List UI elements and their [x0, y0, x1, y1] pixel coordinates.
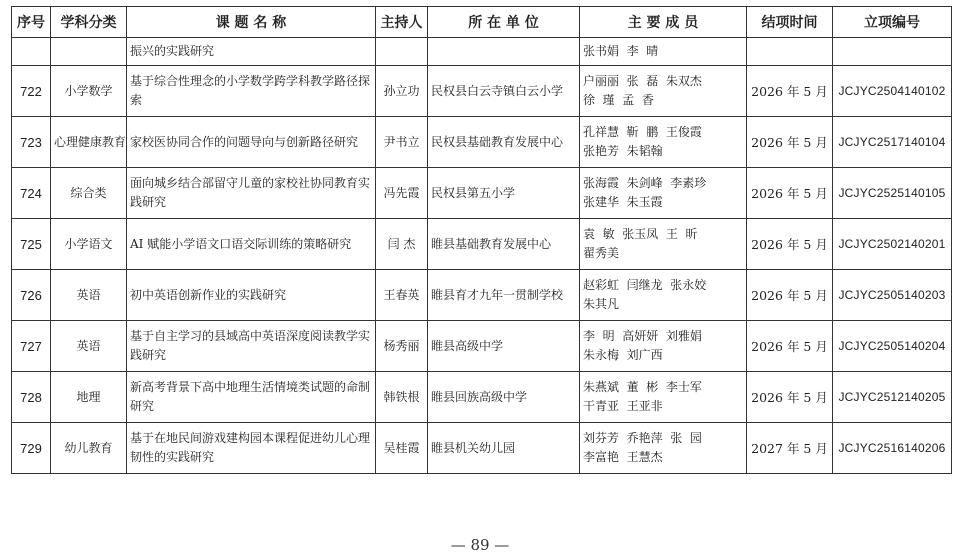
header-num: 序号 [12, 7, 51, 38]
cell-host: 孙立功 [376, 66, 428, 117]
cell-members: 孔祥慧 靳 鹏 王俊霞 张艳芳 朱韬翰 [580, 117, 747, 168]
cell-title: 基于综合性理念的小学数学跨学科教学路径探索 [127, 66, 376, 117]
cell-code: JCJYC2502140201 [833, 219, 952, 270]
cell-num: 728 [12, 372, 51, 423]
cell-end-date: 2026 年 5 月 [747, 219, 833, 270]
header-row [12, 7, 952, 38]
cell-members: 朱燕斌 董 彬 李士军 干青亚 王亚非 [580, 372, 747, 423]
cell-code: JCJYC2512140205 [833, 372, 952, 423]
cell-num: 727 [12, 321, 51, 372]
cell-title: 基于自主学习的县域高中英语深度阅读教学实践研究 [127, 321, 376, 372]
cell-category: 小学数学 [51, 66, 127, 117]
cell-unit [428, 38, 580, 66]
cell-host: 尹书立 [376, 117, 428, 168]
cell-host: 王春英 [376, 270, 428, 321]
cell-code: JCJYC2517140104 [833, 117, 952, 168]
cell-title: 新高考背景下高中地理生活情境类试题的命制研究 [127, 372, 376, 423]
header-unit: 所 在 单 位 [428, 7, 580, 38]
cell-unit: 民权县基础教育发展中心 [428, 117, 580, 168]
cell-members: 刘芬芳 乔艳萍 张 园 李富艳 王慧杰 [580, 423, 747, 474]
cell-host: 闫 杰 [376, 219, 428, 270]
cell-num: 724 [12, 168, 51, 219]
cell-title: 振兴的实践研究 [127, 38, 376, 66]
table-row [12, 321, 952, 372]
cell-end-date: 2026 年 5 月 [747, 117, 833, 168]
table-row [12, 219, 952, 270]
header-end-date: 结项时间 [747, 7, 833, 38]
cell-category: 心理健康教育 [51, 117, 127, 168]
cell-code: JCJYC2504140102 [833, 66, 952, 117]
cell-title: 基于在地民间游戏建构园本课程促进幼儿心理韧性的实践研究 [127, 423, 376, 474]
cell-end-date: 2026 年 5 月 [747, 321, 833, 372]
cell-title: AI 赋能小学语文口语交际训练的策略研究 [127, 219, 376, 270]
cell-unit: 睢县回族高级中学 [428, 372, 580, 423]
cell-code: JCJYC2516140206 [833, 423, 952, 474]
cell-members: 李 明 高妍妍 刘雅娟 朱永梅 刘广西 [580, 321, 747, 372]
cell-end-date: 2026 年 5 月 [747, 372, 833, 423]
header-host: 主持人 [376, 7, 428, 38]
cell-members: 张海霞 朱剑峰 李素珍 张建华 朱玉霞 [580, 168, 747, 219]
cell-members: 袁 敏 张玉凤 王 昕 翟秀美 [580, 219, 747, 270]
cell-host: 冯先霞 [376, 168, 428, 219]
cell-num: 722 [12, 66, 51, 117]
cell-code: JCJYC2525140105 [833, 168, 952, 219]
cell-title: 家校医协同合作的问题导向与创新路径研究 [127, 117, 376, 168]
header-code: 立项编号 [833, 7, 952, 38]
cell-num: 725 [12, 219, 51, 270]
header-category: 学科分类 [51, 7, 127, 38]
cell-title: 初中英语创新作业的实践研究 [127, 270, 376, 321]
cell-members: 赵彩虹 闫继龙 张永姣 朱其凡 [580, 270, 747, 321]
cell-category: 英语 [51, 321, 127, 372]
cell-end-date: 2026 年 5 月 [747, 270, 833, 321]
cell-host [376, 38, 428, 66]
cell-host: 韩铁根 [376, 372, 428, 423]
cell-unit: 睢县机关幼儿园 [428, 423, 580, 474]
cell-category: 小学语文 [51, 219, 127, 270]
cell-end-date [747, 38, 833, 66]
project-table-container [11, 6, 951, 474]
cell-unit: 睢县高级中学 [428, 321, 580, 372]
cell-unit: 民权县第五小学 [428, 168, 580, 219]
cell-title: 面向城乡结合部留守儿童的家校社协同教育实践研究 [127, 168, 376, 219]
cell-num: 726 [12, 270, 51, 321]
table-row [12, 66, 952, 117]
cell-code: JCJYC2505140204 [833, 321, 952, 372]
cell-host: 吴桂霞 [376, 423, 428, 474]
cell-unit: 民权县白云寺镇白云小学 [428, 66, 580, 117]
header-members: 主 要 成 员 [580, 7, 747, 38]
cell-end-date: 2027 年 5 月 [747, 423, 833, 474]
table-row [12, 423, 952, 474]
cell-end-date: 2026 年 5 月 [747, 168, 833, 219]
table-row [12, 372, 952, 423]
cell-num: 723 [12, 117, 51, 168]
project-table [11, 6, 952, 474]
cell-category: 英语 [51, 270, 127, 321]
cell-category: 地理 [51, 372, 127, 423]
page-number: — 89 — [450, 536, 510, 554]
cell-unit: 睢县基础教育发展中心 [428, 219, 580, 270]
table-row [12, 117, 952, 168]
cell-host: 杨秀丽 [376, 321, 428, 372]
continuation-row [12, 38, 952, 66]
cell-members: 张书娟 李 晴 [580, 38, 747, 66]
cell-category [51, 38, 127, 66]
table-row [12, 168, 952, 219]
cell-unit: 睢县育才九年一贯制学校 [428, 270, 580, 321]
cell-code: JCJYC2505140203 [833, 270, 952, 321]
cell-category: 综合类 [51, 168, 127, 219]
table-row [12, 270, 952, 321]
cell-category: 幼儿教育 [51, 423, 127, 474]
cell-num: 729 [12, 423, 51, 474]
cell-code [833, 38, 952, 66]
cell-members: 户丽丽 张 磊 朱双杰 徐 瑾 孟 香 [580, 66, 747, 117]
cell-end-date: 2026 年 5 月 [747, 66, 833, 117]
header-title: 课 题 名 称 [127, 7, 376, 38]
cell-num [12, 38, 51, 66]
